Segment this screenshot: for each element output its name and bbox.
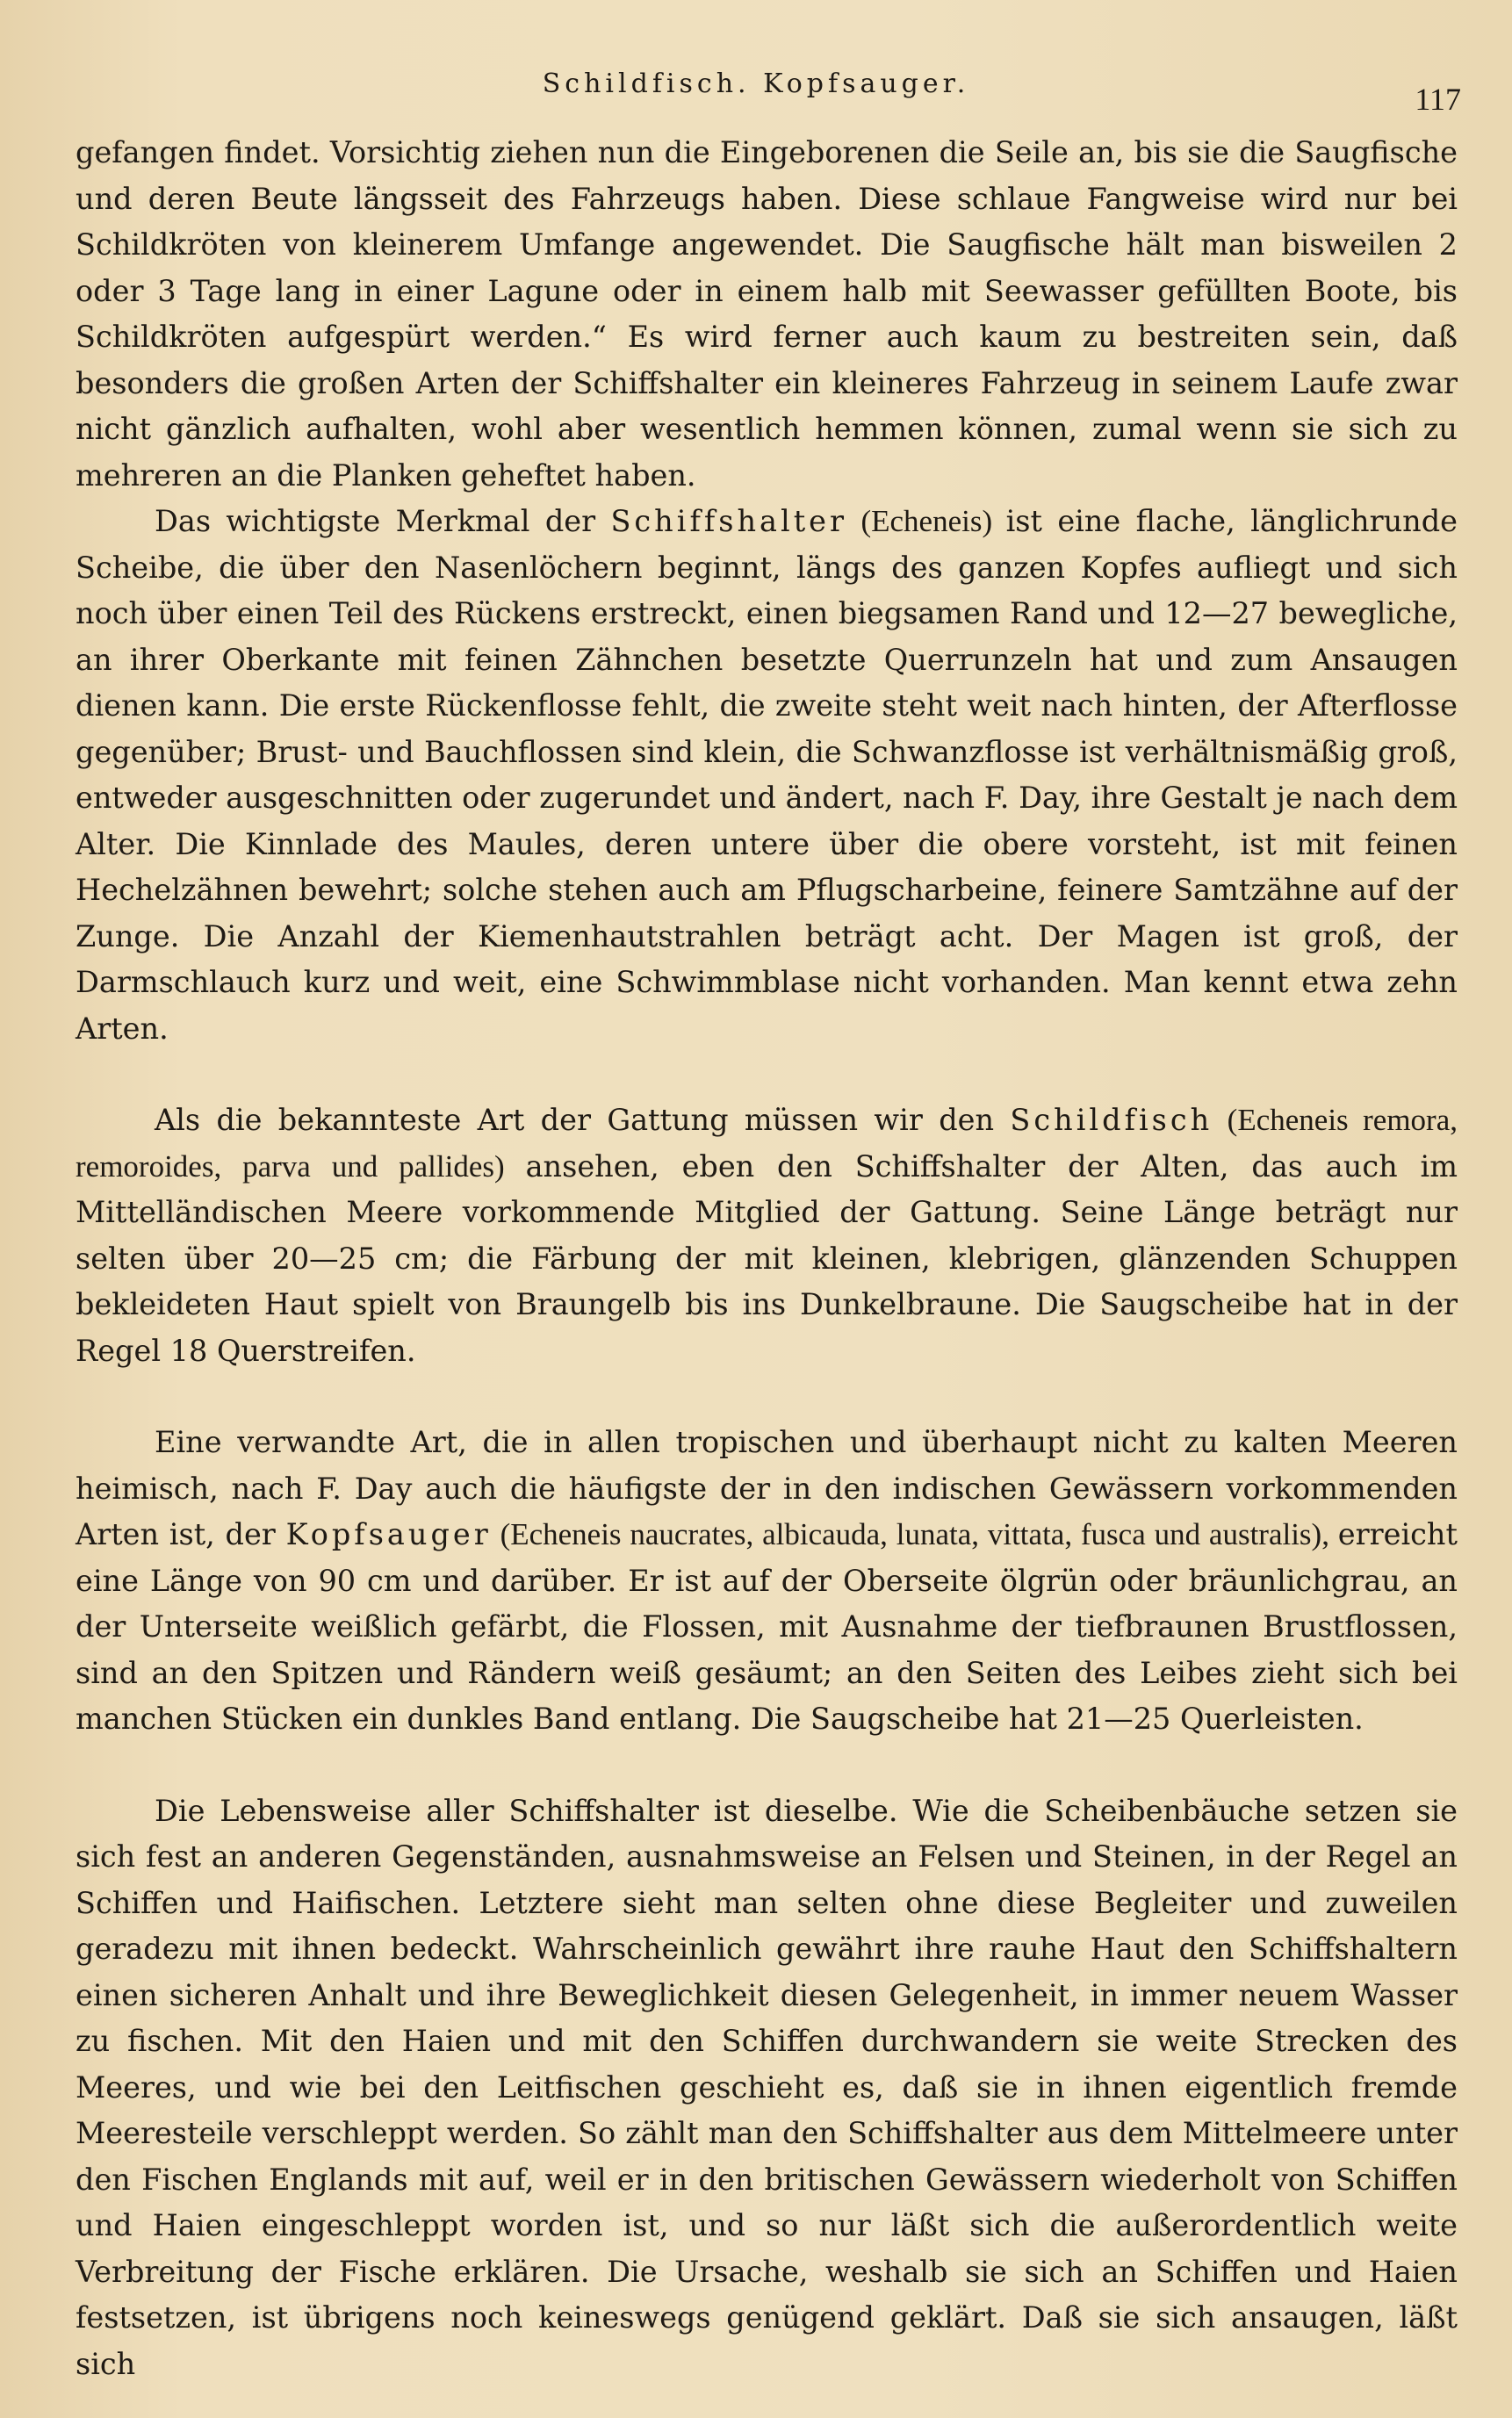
paragraph-continuation: gefangen findet. Vorsichtig ziehen nun die Eingeborenen die Seile an, bis sie die Saugfische und deren Beute längsseit des Fahrzeugs haben. Diese schlaue Fangweise wird nur bei Schildkröten von kleinerem Umfange angewendet. Die Saugfische hält man bisweilen 2 oder 3 Tage lang in einer Lagune oder in einem halb mit Seewasser gefüllten Boote, bis Schildkröten aufgespürt werden.“ Es wird ferner auch kaum zu bestreiten sein, daß besonders die großen Arten der Schiffshalter ein kleineres Fahrzeug in seinem Laufe zwar nicht gänzlich aufhalten, wohl aber wesentlich hemmen können, zumal wenn sie sich zu mehreren an die Planken geheftet haben. <box>76 135 1458 493</box>
species-term: Kopfsauger <box>285 1517 492 1551</box>
page-number: 117 <box>1415 82 1461 117</box>
running-head: Schildfisch. Kopfsauger. <box>542 68 970 99</box>
paragraph-species-kopfsauger <box>76 1420 1458 1743</box>
paragraph-text: Eine verwandte Art, die in allen tropischen und überhaupt nicht zu kalten Meeren heimisch, nach F. Day auch die häufigste der in den indischen Gewässern vorkommenden Arten ist, der <box>76 1425 1458 1551</box>
paragraph-species-schildfisch <box>76 1097 1458 1374</box>
paragraph-text: erreicht eine Länge von 90 cm und darüber. Er ist auf der Oberseite ölgrün oder bräunlichgrau, an der Unterseite weißlich gefärbt, die Flossen, mit Ausnahme der tiefbraunen Brustflossen, sind an den Spitzen und Rändern weiß gesäumt; an den Seiten des Leibes zieht sich bei manchen Stücken ein dunkles Band entlang. Die Saugscheibe hat 21—25 Querleisten. <box>76 1517 1458 1736</box>
paragraph-genus-schiffshalter <box>76 499 1458 1052</box>
genus-term: Schiffshalter <box>610 504 848 538</box>
paragraph-text: Das wichtigste Merkmal der <box>155 504 611 538</box>
paragraph-lebensweise: Die Lebensweise aller Schiffshalter ist dieselbe. Wie die Scheibenbäuche setzen sie sich fest an anderen Gegenständen, ausnahmsweise an Felsen und Steinen, in der Regel an Schiffen und Haifischen. Letztere sieht man selten ohne diese Begleiter und zuweilen geradezu mit ihnen bedeckt. Wahrscheinlich gewährt ihre rauhe Haut den Schiffshaltern einen sicheren Anhalt und ihre Beweglichkeit diesen Gelegenheit, in immer neuem Wasser zu fischen. Mit den Haien und mit den Schiffen durchwandern sie weite Strecken des Meeres, und wie bei den Leitfischen geschieht es, daß sie in ihnen eigentlich fremde Meeresteile verschleppt werden. So zählt man den Schiffshalter aus dem Mittelmeere unter den Fischen Englands mit auf, weil er in den britischen Gewässern wiederholt von Schiffen und Haien eingeschleppt worden ist, und so nur läßt sich die außerordentlich weite Verbreitung der Fische erklären. Die Ursache, weshalb sie sich an Schiffen und Haien festsetzen, ist übrigens noch keineswegs genügend geklärt. Daß sie sich ansaugen, läßt sich <box>76 1793 1458 2381</box>
species-term: Schildfisch <box>1010 1103 1213 1137</box>
latin-name: (Echeneis) <box>847 504 1006 538</box>
paragraph-text: Als die bekannteste Art der Gattung müssen wir den <box>155 1103 1011 1137</box>
body-text <box>76 130 1458 2387</box>
latin-name: (Echeneis remora, remoroides, parva und pallides) <box>76 1103 1458 1184</box>
latin-name: (Echeneis naucrates, albicauda, lunata, vittata, fusca und australis), <box>491 1517 1338 1551</box>
paragraph-text: ist eine flache, länglichrunde Scheibe, die über den Nasenlöchern beginnt, längs des ganzen Kopfes aufliegt und sich noch über einen Teil des Rückens erstreckt, einen biegsamen Rand und 12—27 bewegliche, an ihrer Oberkante mit feinen Zähnchen besetzte Querrunzeln hat und zum Ansaugen dienen kann. Die erste Rückenflosse fehlt, die zweite steht weit nach hinten, der Afterflosse gegenüber; Brust- und Bauchflossen sind klein, die Schwanzflosse ist verhältnismäßig groß, entweder ausgeschnitten oder zugerundet und ändert, nach F. Day, ihre Gestalt je nach dem Alter. Die Kinnlade des Maules, deren untere über die obere vorsteht, ist mit feinen Hechelzähnen bewehrt; solche stehen auch am Pflugscharbeine, feinere Samtzähne auf der Zunge. Die Anzahl der Kiemenhautstrahlen beträgt acht. Der Magen ist groß, der Darmschlauch kurz und weit, eine Schwimmblase nicht vorhanden. Man kennt etwa zehn Arten. <box>76 504 1458 1046</box>
paragraph-text: ansehen, eben den Schiffshalter der Alten, das auch im Mittelländischen Meere vorkommende Mitglied der Gattung. Seine Länge beträgt nur selten über 20—25 cm; die Färbung der mit kleinen, klebrigen, glänzenden Schuppen bekleideten Haut spielt von Braungelb bis ins Dunkelbraune. Die Saugscheibe hat in der Regel 18 Querstreifen. <box>76 1148 1458 1368</box>
